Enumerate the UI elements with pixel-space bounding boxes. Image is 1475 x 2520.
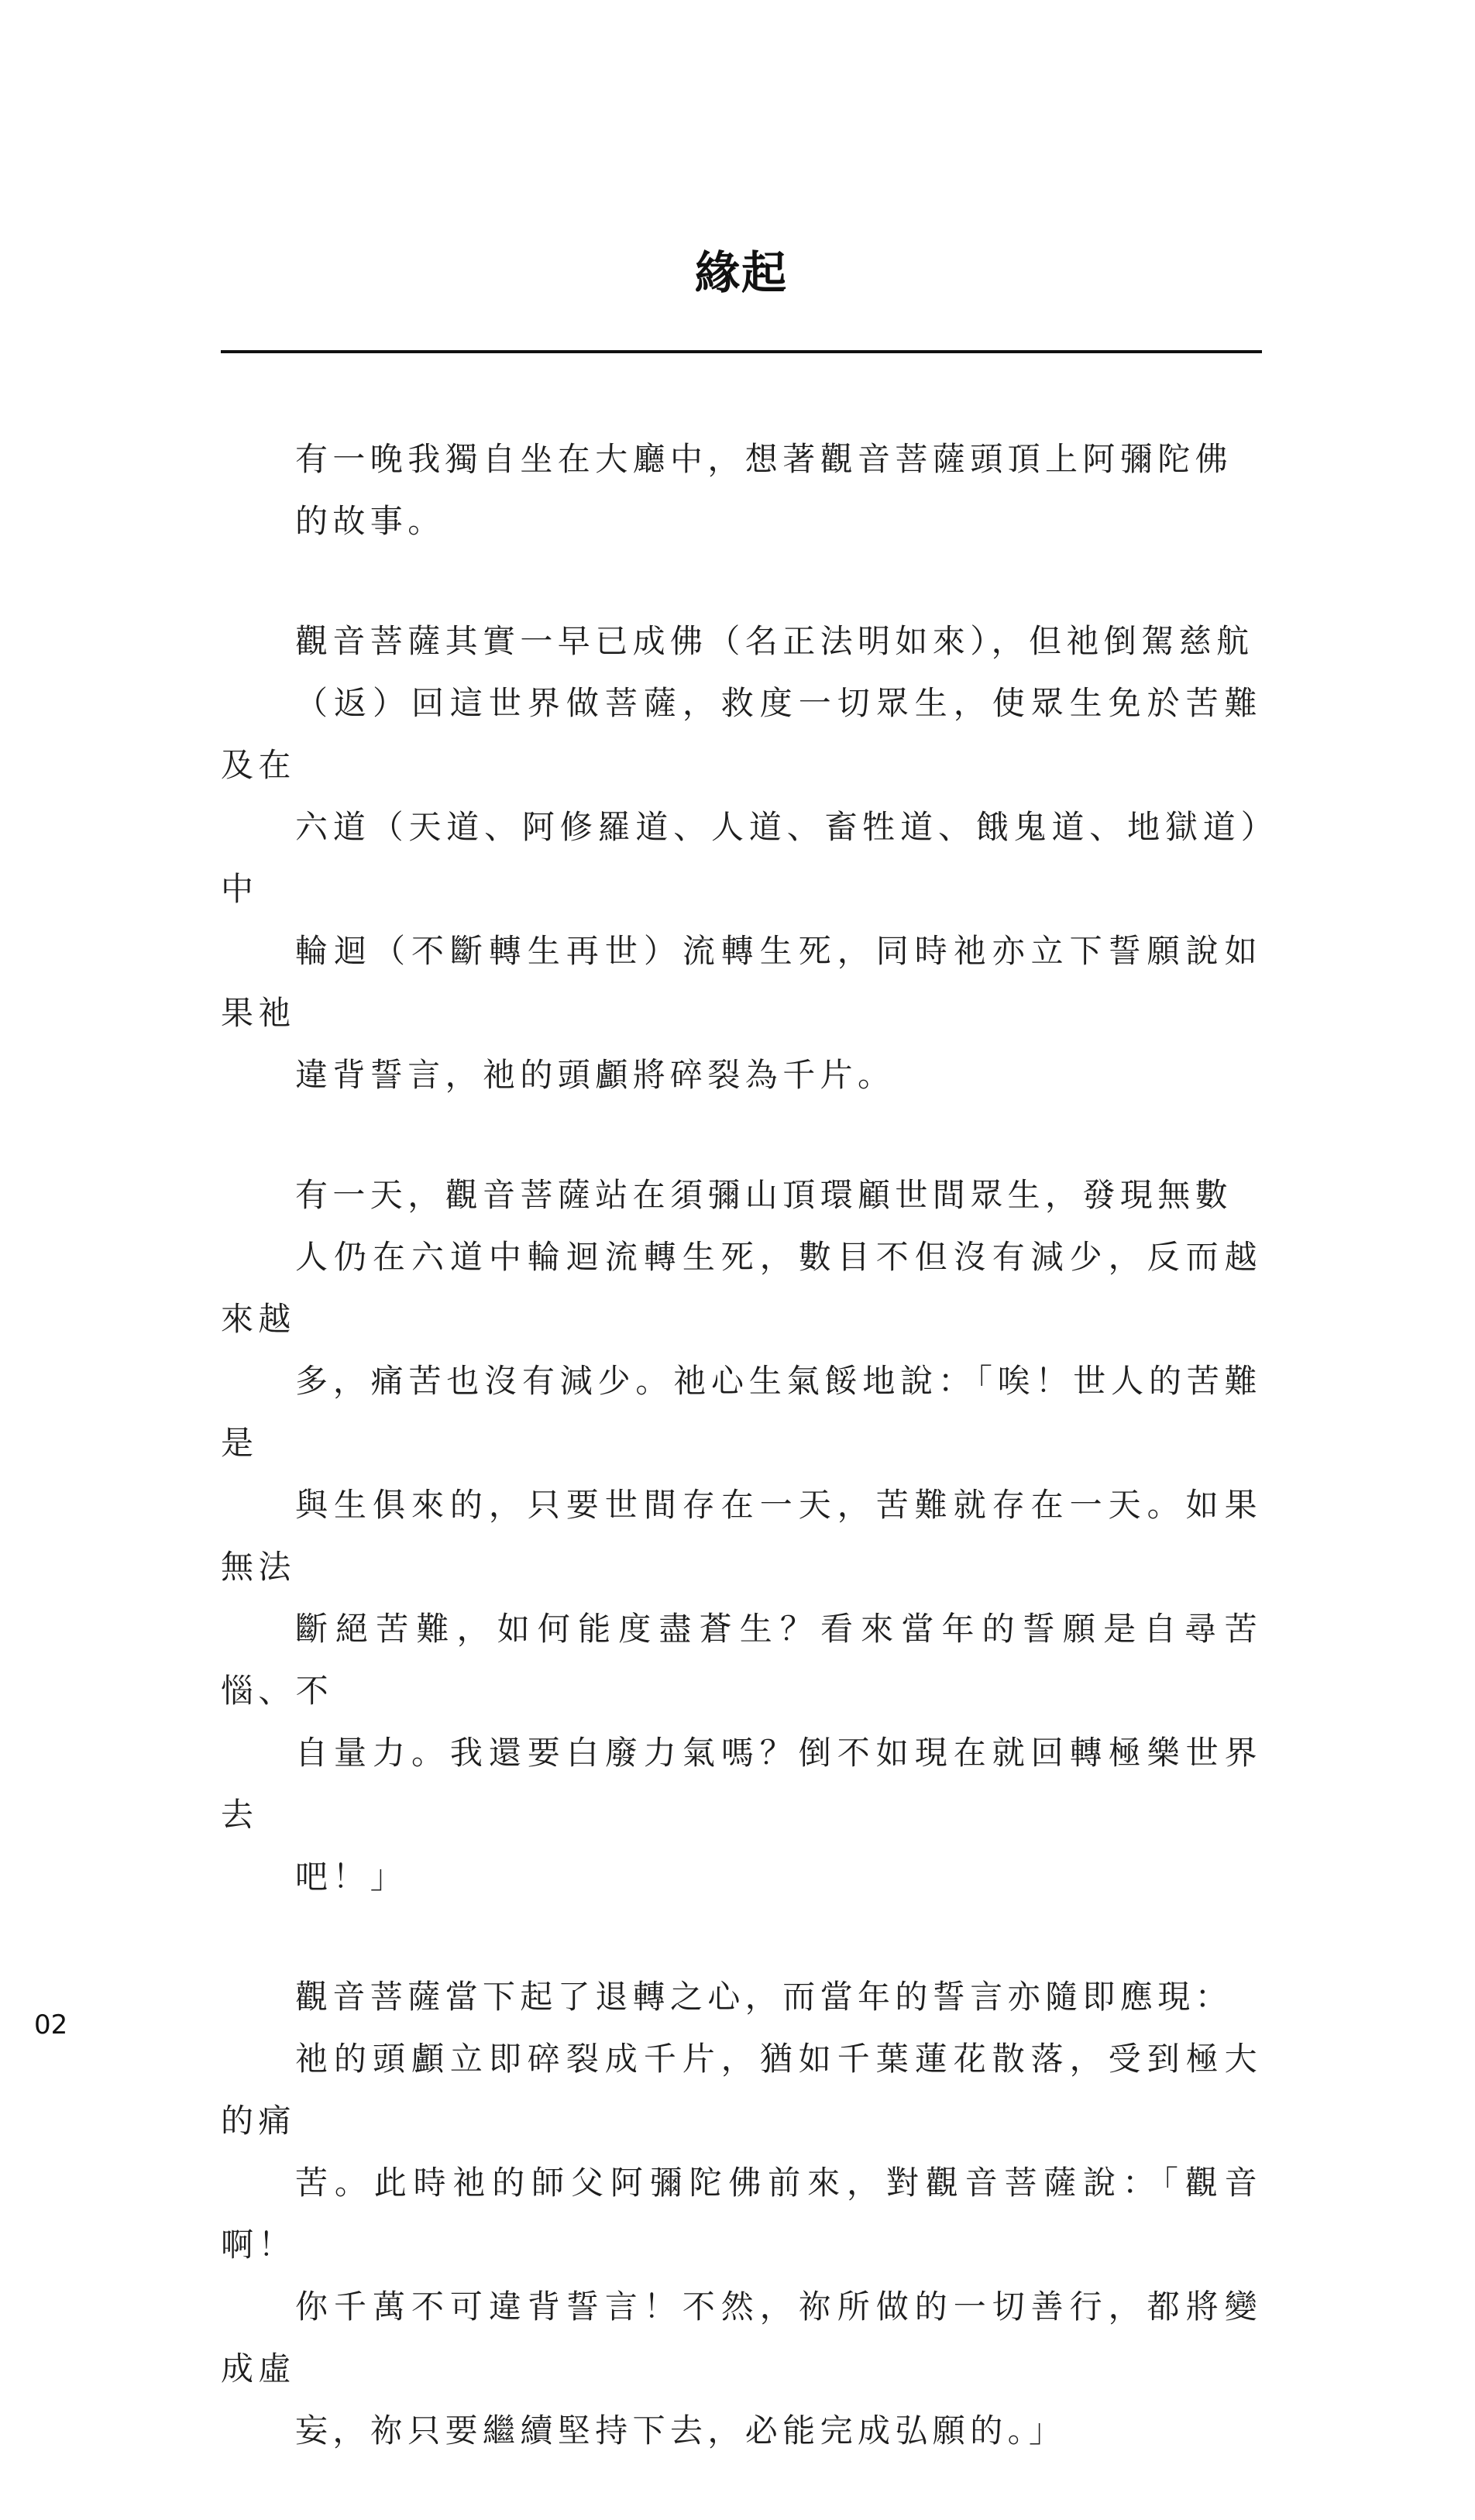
paragraph-3 — [221, 1164, 1262, 1908]
text-line: （返）回這世界做菩薩，救度一切眾生，使眾生免於苦難及在 — [221, 684, 1262, 784]
title-divider — [221, 350, 1262, 353]
text-line: 吧！」 — [295, 1858, 408, 1896]
text-line: 你千萬不可違背誓言！不然，祢所做的一切善行，都將變成虛 — [221, 2288, 1262, 2388]
page-number: 02 — [34, 2009, 68, 2040]
text-line: 觀音菩薩當下起了退轉之心，而當年的誓言亦隨即應現： — [295, 1978, 1233, 2016]
text-line: 六道（天道、阿修羅道、人道、畜牲道、餓鬼道、地獄道）中 — [221, 808, 1262, 908]
text-line: 輪迴（不斷轉生再世）流轉生死，同時祂亦立下誓願說如果祂 — [221, 932, 1262, 1032]
text-line: 有一晚我獨自坐在大廳中，想著觀音菩薩頭頂上阿彌陀佛 — [295, 440, 1233, 478]
text-line: 祂的頭顱立即碎裂成千片，猶如千葉蓮花散落，受到極大的痛 — [221, 2040, 1262, 2140]
text-line: 與生俱來的，只要世間存在一天，苦難就存在一天。如果無法 — [221, 1486, 1262, 1586]
text-line: 多，痛苦也沒有減少。祂心生氣餒地說：「唉！世人的苦難是 — [221, 1362, 1262, 1462]
text-line: 妄，祢只要繼續堅持下去，必能完成弘願的。」 — [295, 2412, 1067, 2450]
paragraph-4 — [221, 1966, 1262, 2462]
text-line: 斷絕苦難，如何能度盡蒼生？看來當年的誓願是自尋苦惱、不 — [221, 1610, 1262, 1710]
paragraph-2 — [221, 610, 1262, 1106]
page-title: 緣起 — [694, 246, 788, 299]
text-line: 有一天，觀音菩薩站在須彌山頂環顧世間眾生，發現無數 — [295, 1176, 1233, 1214]
text-line: 違背誓言，祂的頭顱將碎裂為千片。 — [295, 1056, 896, 1094]
text-line: 苦。此時祂的師父阿彌陀佛前來，對觀音菩薩說：「觀音啊！ — [221, 2164, 1262, 2264]
paragraph-1 — [221, 428, 1262, 552]
text-line: 人仍在六道中輪迴流轉生死，數目不但沒有減少，反而越來越 — [221, 1238, 1262, 1338]
text-line: 觀音菩薩其實一早已成佛（名正法明如來），但祂倒駕慈航 — [295, 622, 1254, 660]
text-line: 自量力。我還要白廢力氣嗎？倒不如現在就回轉極樂世界去 — [221, 1734, 1262, 1834]
text-line: 的故事。 — [295, 502, 445, 540]
body-text — [221, 428, 1262, 2520]
